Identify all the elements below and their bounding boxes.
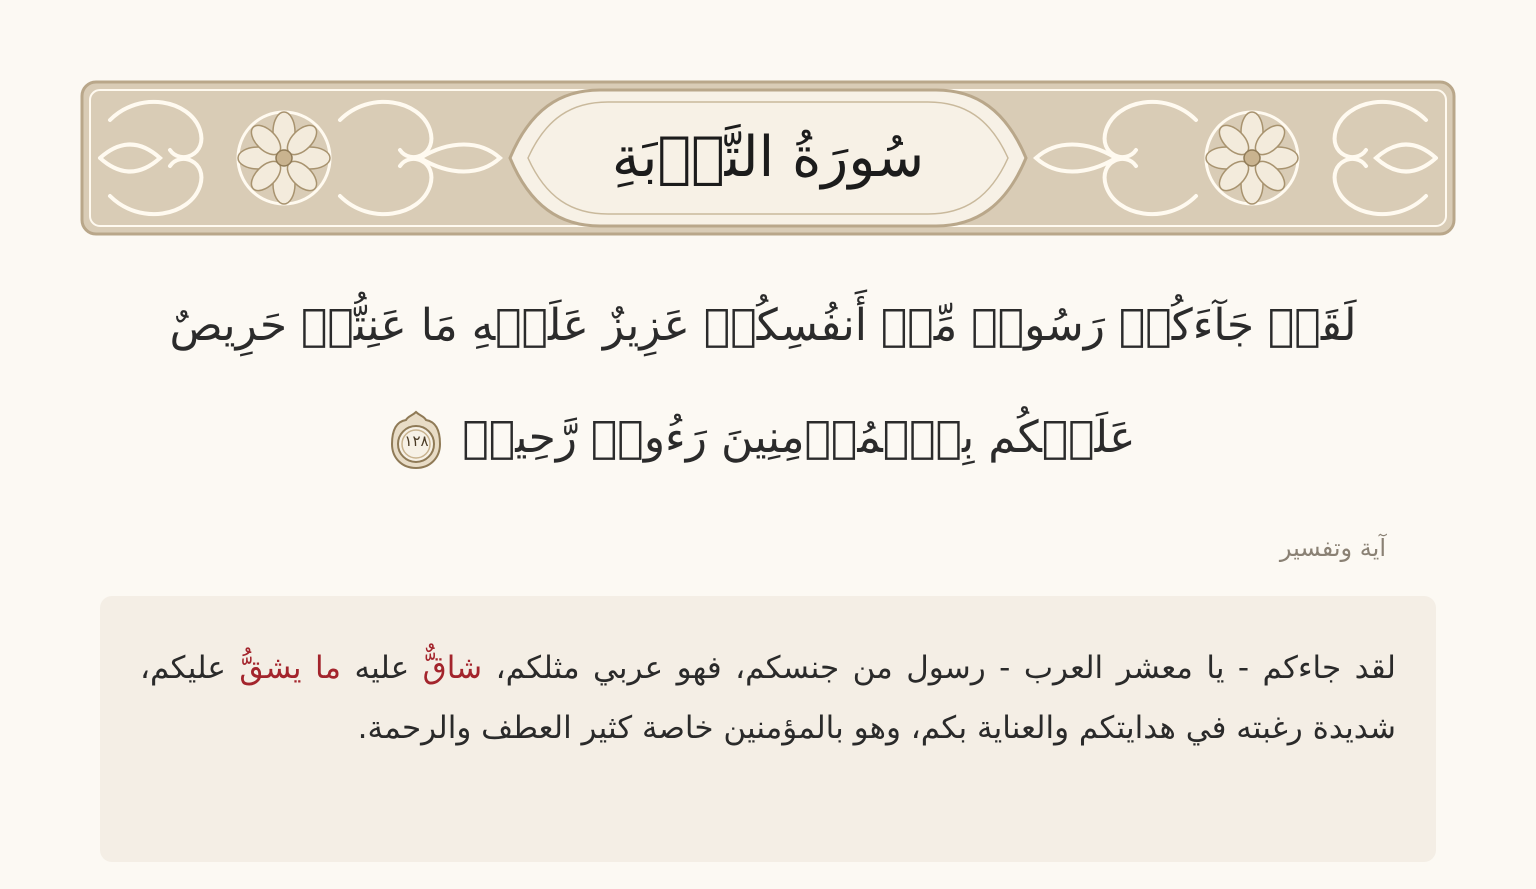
verse-text xyxy=(120,270,1406,494)
ayah-number-marker xyxy=(390,410,442,472)
section-label: آية وتفسير xyxy=(1279,534,1386,562)
tafsir-highlight-1[interactable]: شاقٌّ xyxy=(422,650,483,686)
tafsir-part-3: عليكم، شديدة رغبته في هدايتكم والعناية بكم، وهو بالمؤمنين خاصة كثير العطف والرحمة. xyxy=(140,650,1396,746)
surah-header-banner xyxy=(80,80,1456,236)
tafsir-part-1: لقد جاءكم - يا معشر العرب - رسول من جنسكم، فهو عربي مثلكم، xyxy=(482,650,1396,686)
ayah-number: ١٢٨ xyxy=(404,431,429,450)
tafsir-card xyxy=(100,596,1436,862)
verse-body: لَقَدۡ جَآءَكُمۡ رَسُولٞ مِّنۡ أَنفُسِكُمۡ عَزِيزٌ عَلَيۡهِ مَا عَنِتُّمۡ حَرِيصٌ عَلَيۡكُم بِٱلۡمُؤۡمِنِينَ رَءُوفٞ رَّحِيمٞ xyxy=(169,300,1357,463)
tafsir-text xyxy=(140,638,1396,758)
surah-title: سُورَةُ التَّوۡبَةِ xyxy=(611,125,925,190)
tafsir-highlight-2[interactable]: ما يشقُّ xyxy=(239,650,341,686)
tafsir-part-2: عليه xyxy=(341,650,423,686)
